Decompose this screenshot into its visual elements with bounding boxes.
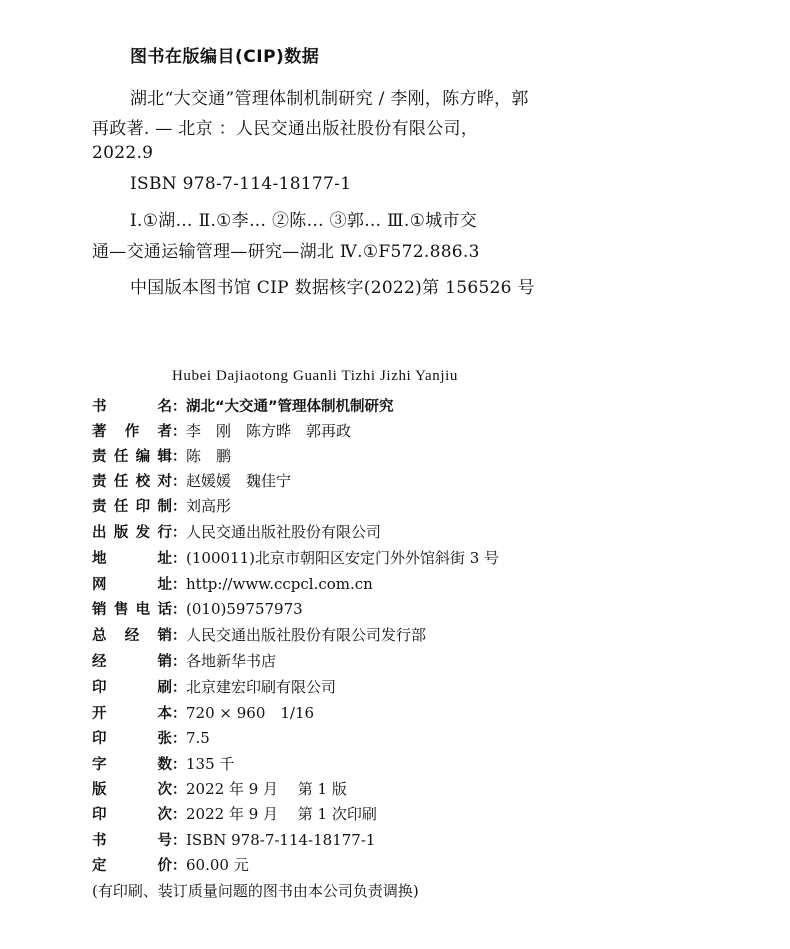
cip-line: 湖北“大交通”管理体制机制研究 / 李刚，陈方晔，郭 [130, 89, 529, 109]
info-value: 赵媛媛 魏佳宁 [186, 472, 292, 490]
info-label: 出版发行 [92, 525, 172, 541]
info-value: 2022 年 9 月 第 1 次印刷 [186, 805, 377, 823]
info-label: 著作者 [92, 424, 172, 440]
cip-line: 2022.9 [92, 143, 154, 163]
info-value: 各地新华书店 [186, 652, 277, 670]
cip-line: 再政著. — 北京 ：人民交通出版社股份有限公司， [92, 119, 479, 139]
info-label: 地址 [92, 551, 172, 567]
info-row-proofreader: 责任校对：赵媛媛 魏佳宁 [92, 470, 291, 492]
info-value: 刘高彤 [186, 497, 232, 515]
info-label: 开本 [92, 706, 172, 722]
info-row-edition: 版次：2022 年 9 月 第 1 版 [92, 778, 347, 800]
info-value: 湖北“大交通”管理体制机制研究 [186, 399, 394, 415]
info-row-price: 定价：60.00 元 [92, 854, 249, 876]
info-row-isbn: 书号：ISBN 978-7-114-18177-1 [92, 829, 375, 851]
info-label: 经销 [92, 654, 172, 670]
info-label: 定价 [92, 858, 172, 874]
info-label: 网址 [92, 577, 172, 593]
cip-line: 通—交通运输管理—研究—湖北 Ⅳ.①F572.886.3 [92, 242, 480, 262]
info-row-editor: 责任编辑：陈 鹏 [92, 445, 231, 467]
info-label: 印刷 [92, 680, 172, 696]
info-row-printing: 印次：2022 年 9 月 第 1 次印刷 [92, 803, 377, 825]
info-value: http://www.ccpcl.com.cn [186, 575, 373, 593]
cip-number-line: 中国版本图书馆 CIP 数据核字(2022)第 156526 号 [130, 278, 535, 298]
info-value: (010)59757973 [186, 600, 303, 618]
info-row-printer: 印刷：北京建宏印刷有限公司 [92, 676, 336, 698]
info-value: 2022 年 9 月 第 1 版 [186, 780, 347, 798]
info-label: 销售电话 [92, 602, 172, 618]
info-label: 版次 [92, 782, 172, 798]
cip-isbn-line: ISBN 978-7-114-18177-1 [130, 174, 352, 194]
info-label: 责任印制 [92, 499, 172, 515]
info-row-address: 地址：(100011)北京市朝阳区安定门外外馆斜街 3 号 [92, 547, 499, 569]
info-row-website: 网址：http://www.ccpcl.com.cn [92, 573, 373, 595]
quality-note: (有印刷、装订质量问题的图书由本公司负责调换) [92, 882, 419, 900]
info-row-print-manager: 责任印制：刘高彤 [92, 495, 231, 517]
info-value: 人民交通出版社股份有限公司 [186, 523, 382, 541]
info-value: 60.00 元 [186, 856, 249, 874]
info-row-publisher: 出版发行：人民交通出版社股份有限公司 [92, 521, 381, 543]
info-label: 字数 [92, 757, 172, 773]
info-label: 印张 [92, 731, 172, 747]
cip-line: Ⅰ.①湖… Ⅱ.①李… ②陈… ③郭… Ⅲ.①城市交 [130, 211, 478, 231]
info-value: 人民交通出版社股份有限公司发行部 [186, 626, 427, 644]
info-label: 书号 [92, 833, 172, 849]
cip-title: 图书在版编目(CIP)数据 [130, 47, 320, 67]
info-row-sheets: 印张：7.5 [92, 727, 210, 749]
info-value: 7.5 [186, 729, 210, 747]
info-value: 135 千 [186, 755, 235, 773]
info-row-authors: 著作者：李 刚 陈方晔 郭再政 [92, 420, 351, 442]
info-value: ISBN 978-7-114-18177-1 [186, 831, 376, 849]
info-value: 陈 鹏 [186, 447, 232, 465]
info-value: 720 × 960 1/16 [186, 704, 315, 722]
info-row-word-count: 字数：135 千 [92, 753, 234, 775]
pinyin-title: Hubei Dajiaotong Guanli Tizhi Jizhi Yanjiu [172, 368, 459, 384]
info-row-general-distributor: 总经销：人民交通出版社股份有限公司发行部 [92, 624, 426, 646]
info-value: (100011)北京市朝阳区安定门外外馆斜街 3 号 [186, 549, 500, 567]
info-row-sales-phone: 销售电话：(010)59757973 [92, 598, 303, 620]
info-row-distributor: 经销：各地新华书店 [92, 650, 276, 672]
info-label: 印次 [92, 807, 172, 823]
info-label: 总经销 [92, 628, 172, 644]
info-row-title: 书名：湖北“大交通”管理体制机制研究 [92, 395, 394, 417]
info-row-format: 开本：720 × 960 1/16 [92, 702, 314, 724]
info-label: 责任校对 [92, 474, 172, 490]
info-label: 责任编辑 [92, 449, 172, 465]
info-label: 书名 [92, 399, 172, 415]
info-value: 北京建宏印刷有限公司 [186, 678, 337, 696]
info-value: 李 刚 陈方晔 郭再政 [186, 422, 352, 440]
